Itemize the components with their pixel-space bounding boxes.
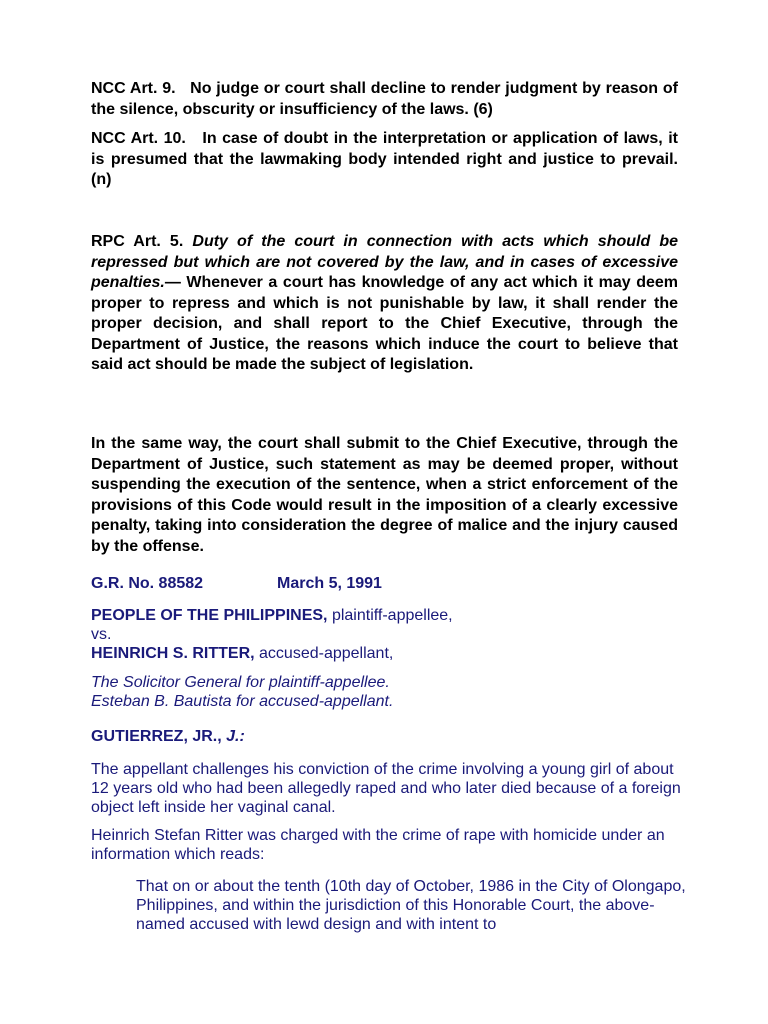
rpc-art-5-title: Duty of the court in connection with acts which should be repressed but which are not covered by the law, and in cases of excessive penalties. (91, 233, 679, 291)
rpc-art-5-paragraph-2: In the same way, the court shall submit to the Chief Executive, through the Department of Justice, such statement as may be deemed proper, without suspending the execution of the sentence, when a strict enforcement of the provisions of this Code would result in the imposition of a clearly excessive penalty, taking into consideration the degree of malice and the injury caused by the offense. (91, 435, 678, 555)
counsel-block (91, 673, 681, 711)
accused-name: HEINRICH S. RITTER, (91, 645, 255, 662)
ncc-art-9-text: No judge or court shall decline to render judgment by reason of the silence, obscurity or insufficiency of the laws. (6) (91, 80, 679, 118)
opinion-paragraph-2: Heinrich Stefan Ritter was charged with the crime of rape with homicide under an information which reads: (91, 827, 665, 863)
ponente (91, 727, 681, 746)
accused-line (91, 644, 681, 663)
ncc-art-9 (91, 79, 678, 120)
gr-number: G.R. No. 88582 (91, 575, 204, 592)
counsel-accused: Esteban B. Bautista for accused-appellant. (91, 693, 394, 710)
rpc-art-5 (91, 232, 678, 376)
versus: vs. (91, 626, 112, 643)
ncc-art-9-label: NCC Art. 9. (91, 80, 176, 97)
plaintiff-line (91, 606, 681, 625)
ncc-art-10-label: NCC Art. 10. (91, 130, 186, 147)
case-header (91, 574, 681, 593)
information-quote: That on or about the tenth (10th day of October, 1986 in the City of Olongapo, Philippines, and within the jurisdiction of this Honorable Court, the above-named accused with lewd design and with intent to (136, 878, 686, 933)
ncc-art-10 (91, 129, 678, 191)
accused-role: accused-appellant, (259, 645, 394, 662)
ponente-name: GUTIERREZ, JR., (91, 728, 222, 745)
counsel-plaintiff: The Solicitor General for plaintiff-appellee. (91, 674, 390, 691)
plaintiff-name: PEOPLE OF THE PHILIPPINES, (91, 607, 328, 624)
decision-date: March 5, 1991 (277, 575, 382, 592)
plaintiff-role: plaintiff-appellee, (331, 607, 453, 624)
case-parties (91, 606, 681, 663)
em-dash: — (164, 274, 181, 291)
ponente-title: J.: (226, 728, 245, 745)
rpc-art-5-label: RPC Art. 5. (91, 233, 184, 250)
opinion-paragraph-1: The appellant challenges his conviction of the crime involving a young girl of about 12 years old who had been allegedly raped and who later died because of a foreign object left inside her vaginal canal. (91, 761, 681, 816)
ncc-art-10-text: In case of doubt in the interpretation or application of laws, it is presumed that the lawmaking body intended right and justice to prevail. (n) (91, 130, 678, 188)
rpc-art-5-text: Whenever a court has knowledge of any act which it may deem proper to repress and which is not punishable by law, it shall render the proper decision, and shall report to the Chief Executive, through the Department of Justice, the reasons which induce the court to believe that said act should be made the subject of legislation. (91, 274, 678, 373)
